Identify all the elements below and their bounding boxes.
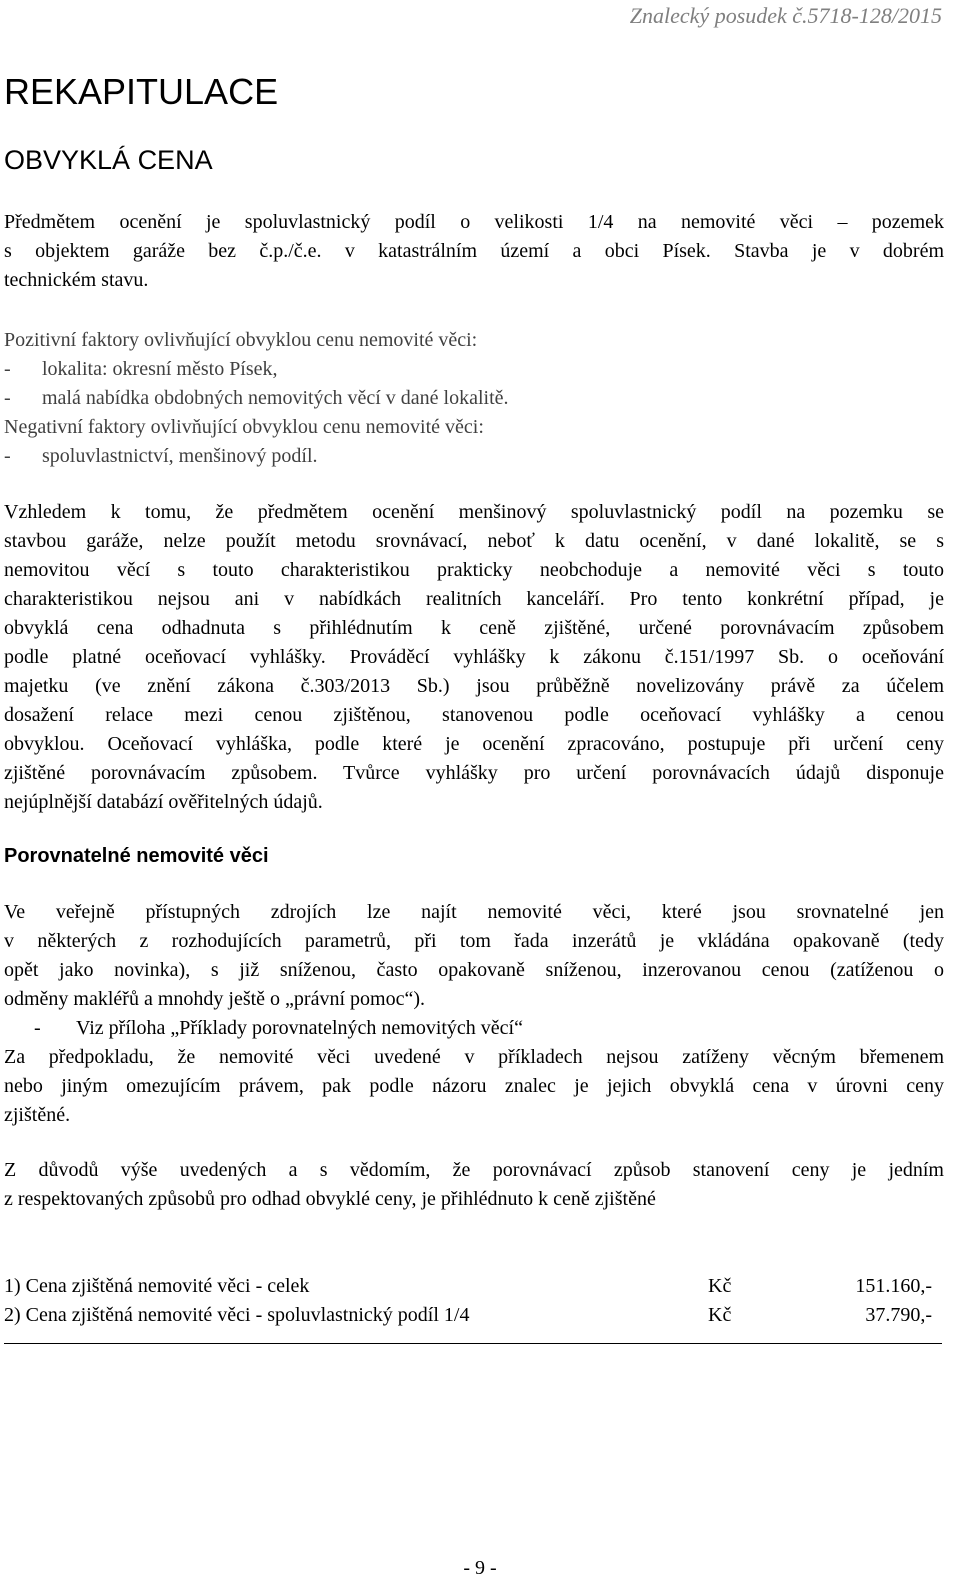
comparable-line: Ve veřejně přístupných zdrojích lze najít nemovité věci, které jsou srovnatelné jen — [4, 901, 944, 923]
list-item — [4, 355, 944, 384]
list-item-text: malá nabídka obdobných nemovitých věcí v dané lokalitě. — [42, 387, 509, 409]
assumption-line: nebo jiným omezujícím právem, pak podle názoru znalec je jejich obvyklá cena v úrovni ceny — [4, 1075, 944, 1097]
reasoning-line: zjištěné porovnávacím způsobem. Tvůrce vyhlášky pro určení porovnávacích údajů disponuje — [4, 762, 944, 784]
list-item — [4, 442, 944, 471]
summary-currency: Kč — [708, 1275, 732, 1297]
page-number: - 9 - — [463, 1557, 497, 1579]
conclusion-line: Z důvodů výše uvedených a s vědomím, že porovnávací způsob stanovení ceny je jedním — [4, 1159, 944, 1181]
assumption-line: Za předpokladu, že nemovité věci uvedené v příkladech nejsou zatíženy věcným břemenem — [4, 1046, 944, 1068]
dash-bullet: - — [4, 445, 11, 467]
summary-divider — [4, 1343, 942, 1344]
list-item — [4, 1014, 944, 1043]
summary-label: 1) Cena zjištěná nemovité věci - celek — [4, 1275, 310, 1297]
attachment-list — [4, 1014, 944, 1043]
reasoning-line: stavbou garáže, nelze použít metodu srovnávací, neboť k datu ocenění, v dané lokalitě, se s — [4, 530, 944, 552]
comparable-paragraph — [4, 898, 944, 1130]
negative-factors-list — [4, 442, 944, 471]
reasoning-line: Vzhledem k tomu, že předmětem ocenění menšinový spoluvlastnický podíl na pozemku se — [4, 501, 944, 523]
conclusion-paragraph — [4, 1156, 944, 1214]
summary-currency: Kč — [708, 1304, 732, 1326]
list-item-text: Viz příloha „Příklady porovnatelných nemovitých věcí“ — [76, 1017, 523, 1039]
reasoning-line: nejúplnější databází ověřitelných údajů. — [4, 791, 323, 813]
reasoning-line: charakteristikou nejsou ani v nabídkách realitních kanceláří. Pro tento konkrétní případ, je — [4, 588, 944, 610]
summary-row — [4, 1301, 944, 1330]
document-header: Znalecký posudek č.5718-128/2015 — [629, 3, 942, 28]
intro-line: technickém stavu. — [4, 269, 149, 291]
summary-label: 2) Cena zjištěná nemovité věci - spoluvlastnický podíl 1/4 — [4, 1304, 470, 1326]
comparable-line: opět jako novinka), s již sníženou, často opakovaně sníženou, inzerovanou cenou (zatíženou o — [4, 959, 944, 981]
positive-factors-heading: Pozitivní faktory ovlivňující obvyklou cenu nemovité věci: — [4, 329, 478, 351]
dash-bullet: - — [34, 1017, 41, 1039]
assumption-line: zjištěné. — [4, 1104, 71, 1126]
summary-value: 37.790,- — [865, 1304, 932, 1326]
reasoning-line: podle platné oceňovací vyhlášky. Prováděcí vyhlášky k zákonu č.151/1997 Sb. o oceňování — [4, 646, 944, 668]
summary-row — [4, 1272, 944, 1301]
reasoning-line: dosažení relace mezi cenou zjištěnou, stanovenou podle oceňovací vyhlášky a cenou — [4, 704, 944, 726]
list-item-text: spoluvlastnictví, menšinový podíl. — [42, 445, 318, 467]
section-title-porovnatelne: Porovnatelné nemovité věci — [4, 845, 269, 867]
conclusion-line: z respektovaných způsobů pro odhad obvyklé ceny, je přihlédnuto k ceně zjištěné — [4, 1188, 656, 1210]
list-item-text: lokalita: okresní město Písek, — [42, 358, 278, 380]
reasoning-line: obvyklá cena odhadnuta s přihlédnutím k ceně zjištěné, určené porovnávacím způsobem — [4, 617, 944, 639]
reasoning-line: obvyklou. Oceňovací vyhláška, podle které je ocenění zpracováno, postupuje při určení ceny — [4, 733, 944, 755]
negative-factors-heading: Negativní faktory ovlivňující obvyklou cenu nemovité věci: — [4, 416, 484, 438]
dash-bullet: - — [4, 387, 11, 409]
section-title-obvykla-cena: OBVYKLÁ CENA — [4, 145, 213, 175]
reasoning-paragraph — [4, 498, 944, 817]
comparable-line: v některých z rozhodujících parametrů, při tom řada inzerátů je vkládána opakovaně (tedy — [4, 930, 944, 952]
intro-line: Předmětem ocenění je spoluvlastnický podíl o velikosti 1/4 na nemovité věci – pozemek — [4, 211, 944, 233]
intro-line: s objektem garáže bez č.p./č.e. v katastrálním území a obci Písek. Stavba je v dobrém — [4, 240, 944, 262]
reasoning-line: nemovitou věcí s touto charakteristikou prakticky neobchoduje a nemovité věci s touto — [4, 559, 944, 581]
page-title: REKAPITULACE — [4, 71, 279, 112]
factors-section — [4, 326, 944, 471]
list-item — [4, 384, 944, 413]
summary-value: 151.160,- — [855, 1275, 932, 1297]
positive-factors-list — [4, 355, 944, 413]
reasoning-line: majetku (ve znění zákona č.303/2013 Sb.) jsou průběžně novelizovány právě za účelem — [4, 675, 944, 697]
intro-paragraph — [4, 208, 944, 295]
comparable-line: odměny makléřů a mnohdy ještě o „právní pomoc“). — [4, 988, 425, 1010]
dash-bullet: - — [4, 358, 11, 380]
